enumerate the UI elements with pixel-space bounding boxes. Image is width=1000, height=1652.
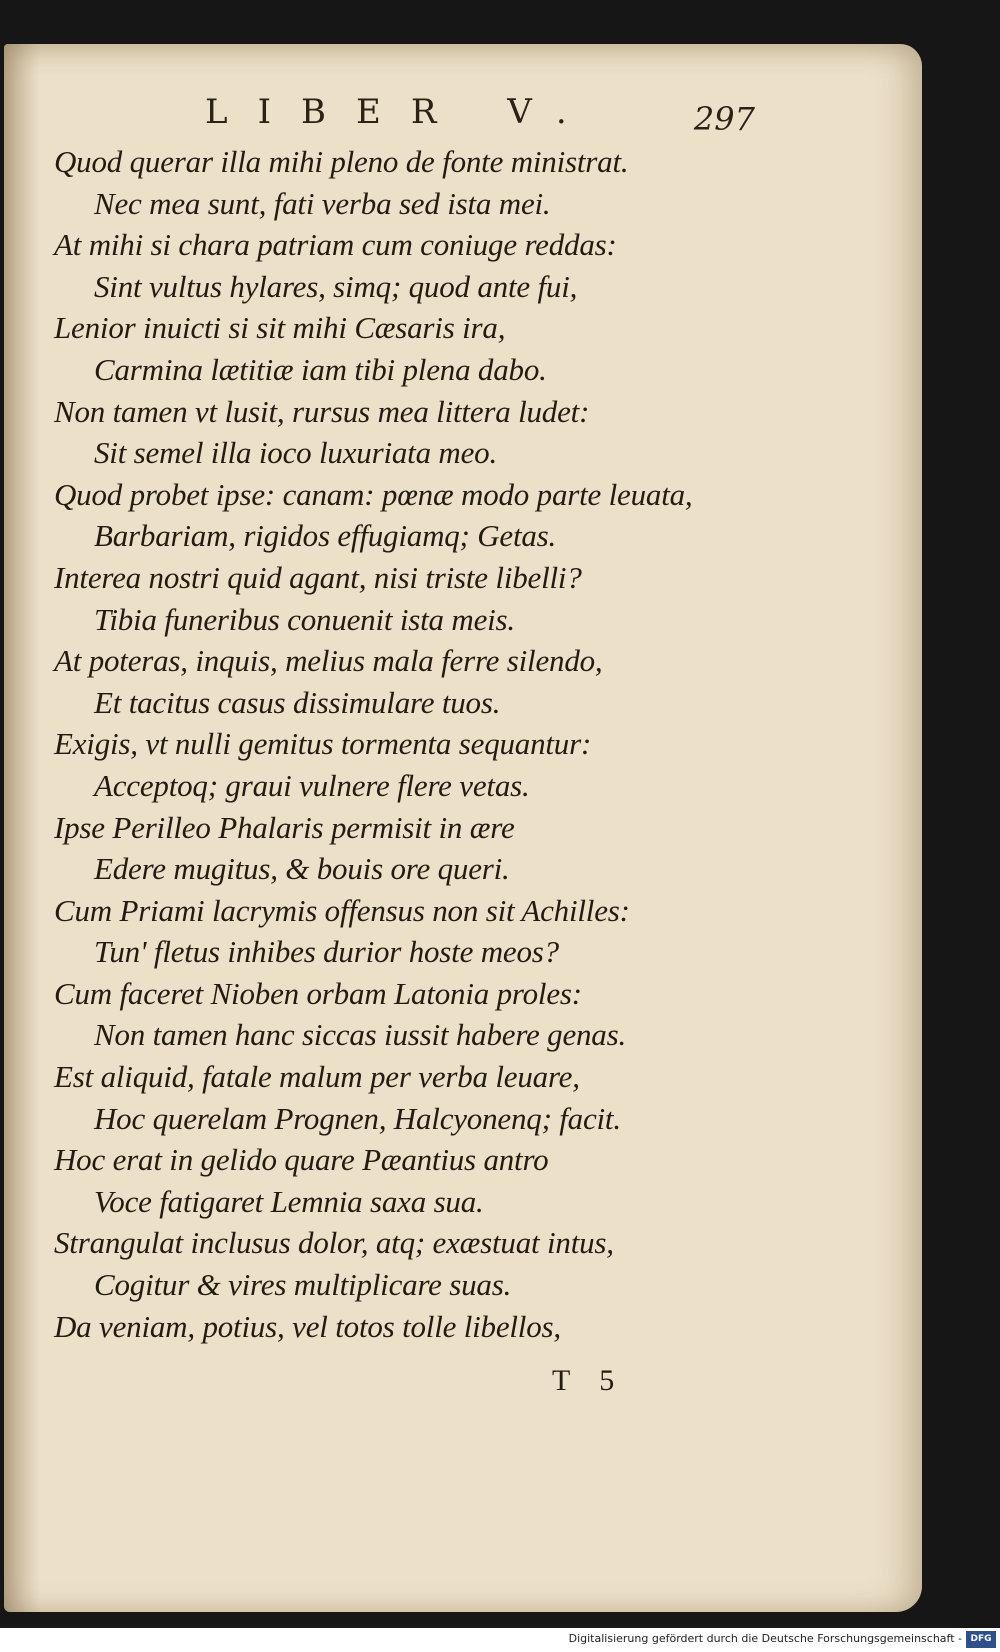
verse-line-indented: Hoc querelam Prognen, Halcyonenq; facit. xyxy=(94,1100,621,1136)
verse-line: Strangulat inclusus dolor, atq; exæstuat intus, xyxy=(54,1225,614,1261)
verse-line: Exigis, vt nulli gemitus tormenta sequantur: xyxy=(54,726,592,762)
verse-line: At mihi si chara patriam cum coniuge reddas: xyxy=(54,227,617,263)
verse-line: Quod querar illa mihi pleno de fonte ministrat. xyxy=(54,144,629,179)
verse-line: Interea nostri quid agant, nisi triste libelli? xyxy=(54,559,582,595)
verse-line-indented: Non tamen hanc siccas iussit habere genas. xyxy=(94,1017,627,1053)
verse-line: Cum faceret Nioben orbam Latonia proles: xyxy=(54,975,582,1011)
page-header xyxy=(205,92,765,142)
page-number: 297 xyxy=(693,100,755,138)
verse-line-indented: Edere mugitus, & bouis ore queri. xyxy=(94,851,510,887)
verse-line: Ipse Perilleo Phalaris permisit in ære xyxy=(54,809,515,845)
verse-line-indented: Cogitur & vires multiplicare suas. xyxy=(94,1267,512,1303)
verse-line: Non tamen vt lusit, rursus mea littera ludet: xyxy=(54,393,590,429)
verse-line-indented: Voce fatigaret Lemnia saxa sua. xyxy=(94,1183,484,1219)
verse-line-indented: Et tacitus casus dissimulare tuos. xyxy=(94,684,501,720)
verse-line-indented: Sit semel illa ioco luxuriata meo. xyxy=(94,435,498,471)
dfg-logo: DFG xyxy=(966,1631,996,1648)
signature-mark: T 5 xyxy=(552,1364,615,1397)
page-gutter-shadow xyxy=(4,44,40,1612)
verse-line: Hoc erat in gelido quare Pæantius antro xyxy=(54,1142,549,1178)
verse-line-indented: Acceptoq; graui vulnere flere vetas. xyxy=(94,767,530,803)
verse-line-indented: Sint vultus hylares, simq; quod ante fui, xyxy=(94,268,578,304)
verse-line: Lenior inuicti si sit mihi Cæsaris ira, xyxy=(54,310,506,346)
verse-line-indented: Nec mea sunt, fati verba sed ista mei. xyxy=(94,185,551,221)
verse-line-indented: Tibia funeribus conuenit ista meis. xyxy=(94,601,515,637)
verse-line: Quod probet ipse: canam: pœnæ modo parte leuata, xyxy=(54,476,693,512)
verse-line: At poteras, inquis, melius mala ferre silendo, xyxy=(54,643,603,679)
poem-text-block xyxy=(54,141,814,1347)
digitization-footer xyxy=(0,1628,1000,1652)
verse-line-indented: Barbariam, rigidos effugiamq; Getas. xyxy=(94,518,557,554)
running-title: LIBER V. xyxy=(205,92,597,132)
verse-line-indented: Carmina lætitiæ iam tibi plena dabo. xyxy=(94,351,547,387)
verse-line: Cum Priami lacrymis offensus non sit Achilles: xyxy=(54,892,630,928)
verse-line-indented: Tun' fletus inhibes durior hoste meos? xyxy=(94,934,559,970)
funding-credit: Digitalisierung gefördert durch die Deutsche Forschungsgemeinschaft - xyxy=(568,1632,962,1645)
verse-line: Est aliquid, fatale malum per verba leuare, xyxy=(54,1059,580,1095)
verse-line: Da veniam, potius, vel totos tolle libellos, xyxy=(54,1308,561,1344)
